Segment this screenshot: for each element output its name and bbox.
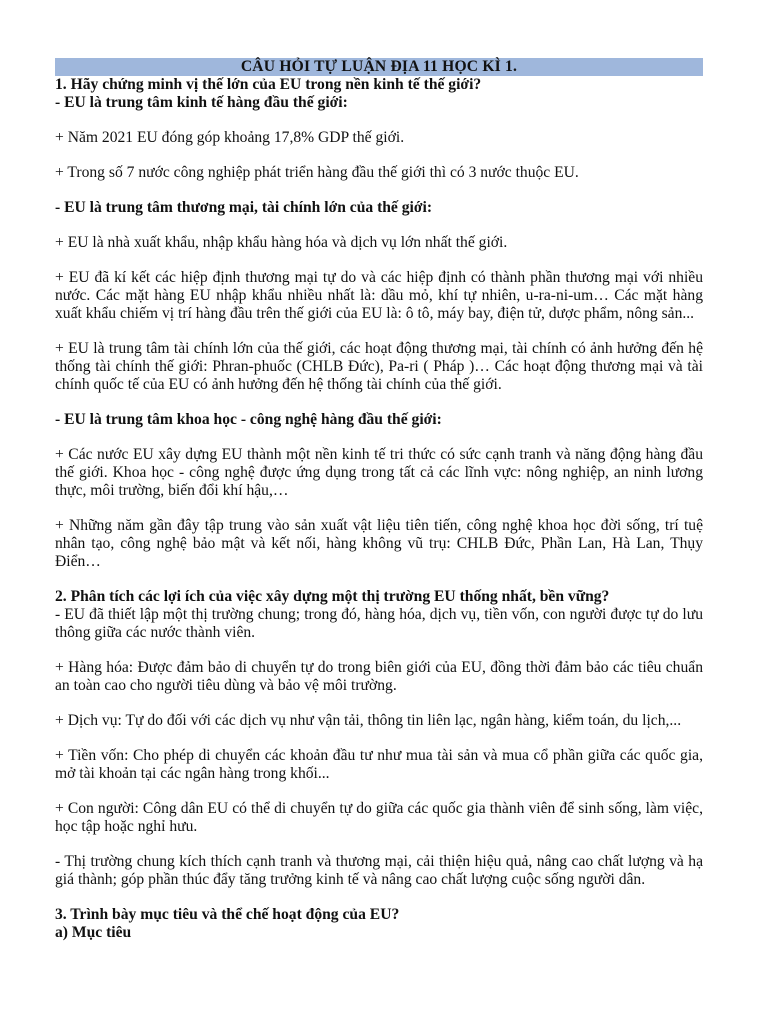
q2-goods-point: + Hàng hóa: Được đảm bảo di chuyển tự do trong biên giới của EU, đồng thời đảm bảo các tiêu chuẩn an toàn cao cho người tiêu dùng và bảo vệ môi trường. [55, 659, 703, 694]
question-1-heading: 1. Hãy chứng minh vị thế lớn của EU trong nền kinh tế thế giới? [55, 76, 482, 93]
q1-section-science-heading: - EU là trung tâm khoa học - công nghệ hàng đầu thế giới: [55, 411, 442, 428]
document-page [55, 58, 703, 942]
q3-sub-a-heading: a) Mục tiêu [55, 924, 132, 941]
q1-science-point-2: + Những năm gần đây tập trung vào sản xuất vật liệu tiên tiến, công nghệ khoa học đời sống, trí tuệ nhân tạo, công nghệ bảo mật và kết nối, hàng không vũ trụ: CHLB Đức, Phần Lan, Hà Lan, Thụy Điển… [55, 517, 703, 570]
q2-capital-point: + Tiền vốn: Cho phép di chuyển các khoản đầu tư như mua tài sản và mua cổ phần giữa các quốc gia, mở tài khoản tại các ngân hàng trong khối... [55, 747, 703, 782]
q1-trade-point-2: + EU đã kí kết các hiệp định thương mại tự do và các hiệp định có thành phần thương mại với nhiều nước. Các mặt hàng EU nhập khẩu nhiều nhất là: dầu mỏ, khí tự nhiên, u-ra-ni-um… Các mặt hàng xuất khẩu chiếm vị trí hàng đầu trên thế giới của EU là: ô tô, máy bay, điện tử, dược phẩm, nông sản... [55, 269, 703, 322]
q1-trade-point-3: + EU là trung tâm tài chính lớn của thế giới, các hoạt động thương mại, tài chính có ảnh hưởng đến hệ thống tài chính thế giới: Phran-phuốc (CHLB Đức), Pa-ri ( Pháp )… Các hoạt động thương mại và tài chính quốc tế của EU có ảnh hưởng đến hệ thống tài chính của thế giới. [55, 340, 703, 393]
q1-trade-point-1: + EU là nhà xuất khẩu, nhập khẩu hàng hóa và dịch vụ lớn nhất thế giới. [55, 234, 508, 251]
q1-section-trade-heading: - EU là trung tâm thương mại, tài chính lớn của thế giới: [55, 199, 433, 216]
document-title: CÂU HỎI TỰ LUẬN ĐỊA 11 HỌC KÌ 1. [55, 58, 703, 76]
q2-intro: - EU đã thiết lập một thị trường chung; trong đó, hàng hóa, dịch vụ, tiền vốn, con người được tự do lưu thông giữa các nước thành viên. [55, 606, 703, 641]
q1-economic-point-2: + Trong số 7 nước công nghiệp phát triển hàng đầu thế giới thì có 3 nước thuộc EU. [55, 164, 579, 181]
q1-economic-point-1: + Năm 2021 EU đóng góp khoảng 17,8% GDP thế giới. [55, 129, 405, 146]
question-2-heading: 2. Phân tích các lợi ích của việc xây dựng một thị trường EU thống nhất, bền vững? [55, 588, 610, 605]
q2-market-benefit: - Thị trường chung kích thích cạnh tranh và thương mại, cải thiện hiệu quả, nâng cao chất lượng và hạ giá thành; góp phần thúc đẩy tăng trưởng kinh tế và nâng cao chất lượng cuộc sống người dân. [55, 853, 703, 888]
q2-people-point: + Con người: Công dân EU có thể di chuyển tự do giữa các quốc gia thành viên để sinh sống, làm việc, học tập hoặc nghỉ hưu. [55, 800, 703, 835]
q2-services-point: + Dịch vụ: Tự do đối với các dịch vụ như vận tải, thông tin liên lạc, ngân hàng, kiểm toán, du lịch,... [55, 712, 682, 729]
question-3-heading: 3. Trình bày mục tiêu và thể chế hoạt động của EU? [55, 906, 400, 923]
q1-science-point-1: + Các nước EU xây dựng EU thành một nền kinh tế tri thức có sức cạnh tranh và năng động hàng đầu thế giới. Khoa học - công nghệ được ứng dụng trong tất cả các lĩnh vực: nông nghiệp, an ninh lương thực, môi trường, biến đổi khí hậu,… [55, 446, 703, 499]
q1-section-economic-heading: - EU là trung tâm kinh tế hàng đầu thế giới: [55, 94, 348, 111]
